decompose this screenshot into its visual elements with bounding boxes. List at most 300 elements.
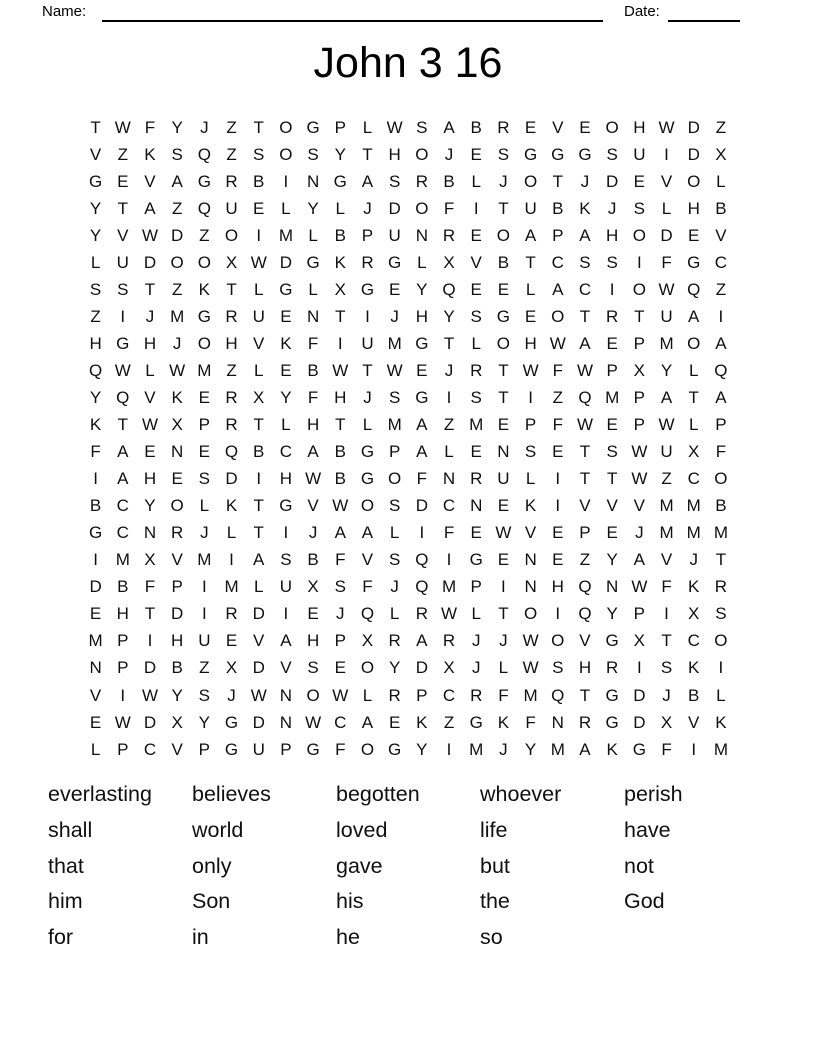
grid-letter: E xyxy=(688,225,700,245)
grid-letter: W xyxy=(114,360,131,380)
grid-letter: M xyxy=(387,333,402,353)
grid-letter: O xyxy=(415,198,429,218)
grid-letter: G xyxy=(605,631,619,651)
grid-letter: E xyxy=(552,523,564,543)
word-item: begotten xyxy=(336,782,420,807)
grid-letter: S xyxy=(497,144,510,164)
grid-letter: L xyxy=(389,604,400,624)
grid-letter: T xyxy=(579,685,591,705)
grid-letter: O xyxy=(687,333,701,353)
grid-letter: A xyxy=(579,333,591,353)
word-item: his xyxy=(336,889,364,914)
grid-letter: E xyxy=(470,144,482,164)
grid-letter: J xyxy=(499,631,508,651)
grid-letter: Y xyxy=(198,712,211,732)
grid-letter: A xyxy=(416,415,428,435)
grid-letter: L xyxy=(661,198,672,218)
grid-letter: B xyxy=(470,117,482,137)
grid-letter: X xyxy=(688,442,700,462)
grid-letter: O xyxy=(279,117,293,137)
grid-letter: T xyxy=(253,415,264,435)
grid-letter: F xyxy=(525,712,536,732)
grid-letter: N xyxy=(143,523,157,543)
grid-letter: W xyxy=(332,360,349,380)
grid-letter: P xyxy=(334,631,346,651)
grid-letter: X xyxy=(633,360,646,380)
grid-letter: W xyxy=(114,712,131,732)
word-item: life xyxy=(480,818,508,843)
grid-letter: E xyxy=(606,333,618,353)
grid-letter: U xyxy=(225,198,238,218)
grid-letter: W xyxy=(631,442,648,462)
grid-letter: O xyxy=(170,496,184,516)
grid-letter: X xyxy=(225,658,238,678)
grid-letter: U xyxy=(660,306,673,326)
grid-letter: M xyxy=(197,550,212,570)
grid-letter: Z xyxy=(171,198,183,218)
grid-letter: E xyxy=(497,279,510,299)
grid-letter: W xyxy=(658,415,675,435)
grid-letter: L xyxy=(281,415,291,435)
grid-letter: G xyxy=(632,739,646,759)
grid-letter: I xyxy=(609,279,615,299)
word-item: world xyxy=(192,818,244,843)
word-item: not xyxy=(624,853,654,878)
grid-letter: E xyxy=(416,360,428,380)
word-item: God xyxy=(624,889,665,914)
grid-letter: L xyxy=(362,415,373,435)
grid-letter: M xyxy=(441,577,457,597)
grid-letter: E xyxy=(280,306,292,326)
grid-letter: G xyxy=(605,685,619,705)
grid-letter: C xyxy=(116,523,129,543)
grid-letter: E xyxy=(497,415,510,435)
grid-letter: L xyxy=(471,333,481,353)
grid-letter: G xyxy=(469,712,483,732)
grid-letter: B xyxy=(443,171,455,191)
grid-letter: P xyxy=(552,225,564,245)
grid-letter: G xyxy=(687,252,701,272)
grid-letter: L xyxy=(226,523,237,543)
grid-letter: Z xyxy=(715,117,727,137)
grid-letter: B xyxy=(117,577,129,597)
grid-letter: C xyxy=(279,442,293,462)
grid-letter: G xyxy=(469,550,483,570)
grid-letter: H xyxy=(578,658,592,678)
grid-letter: V xyxy=(253,333,265,353)
grid-letter: T xyxy=(579,306,591,326)
grid-letter: X xyxy=(361,631,374,651)
grid-letter: A xyxy=(117,469,129,489)
grid-letter: F xyxy=(661,252,672,272)
grid-letter: F xyxy=(307,333,319,353)
grid-letter: G xyxy=(360,469,375,489)
grid-letter: R xyxy=(714,577,728,597)
word-item: only xyxy=(192,853,232,878)
grid-letter: S xyxy=(388,550,401,570)
grid-letter: L xyxy=(281,198,291,218)
grid-letter: A xyxy=(117,442,129,462)
grid-letter: S xyxy=(198,685,211,705)
grid-letter: M xyxy=(197,360,212,380)
grid-letter: Q xyxy=(360,604,375,624)
grid-letter: C xyxy=(116,496,129,516)
grid-letter: W xyxy=(522,360,539,380)
grid-letter: S xyxy=(388,171,401,191)
grid-letter: S xyxy=(280,550,292,570)
grid-letter: H xyxy=(306,415,320,435)
grid-letter: L xyxy=(90,252,101,272)
grid-letter: I xyxy=(446,550,452,570)
grid-letter: F xyxy=(307,387,319,407)
grid-letter: I xyxy=(636,252,642,272)
grid-letter: K xyxy=(606,739,618,759)
grid-letter: T xyxy=(253,523,264,543)
grid-letter: A xyxy=(307,442,319,462)
grid-letter: X xyxy=(334,279,346,299)
grid-letter: K xyxy=(688,658,700,678)
grid-letter: Y xyxy=(606,604,618,624)
grid-letter: K xyxy=(280,333,292,353)
grid-letter: T xyxy=(498,360,509,380)
grid-letter: A xyxy=(633,550,646,570)
grid-letter: E xyxy=(388,712,401,732)
grid-letter: A xyxy=(144,198,156,218)
grid-letter: R xyxy=(442,225,456,245)
grid-letter: R xyxy=(606,658,619,678)
grid-letter: A xyxy=(334,523,346,543)
grid-letter: Q xyxy=(88,360,103,380)
grid-letter: P xyxy=(198,415,211,435)
grid-letter: G xyxy=(523,144,538,164)
grid-letter: I xyxy=(664,144,669,164)
grid-letter: D xyxy=(143,658,157,678)
grid-letter: A xyxy=(361,171,374,191)
grid-letter: C xyxy=(143,739,157,759)
grid-letter: J xyxy=(308,523,318,543)
grid-letter: L xyxy=(444,442,454,462)
grid-letter: R xyxy=(497,117,510,137)
grid-letter: M xyxy=(686,523,701,543)
grid-letter: F xyxy=(498,685,509,705)
grid-letter: L xyxy=(253,577,264,597)
grid-letter: S xyxy=(606,442,618,462)
grid-letter: S xyxy=(307,144,319,164)
grid-letter: W xyxy=(332,496,349,516)
grid-letter: N xyxy=(606,577,619,597)
grid-letter: U xyxy=(388,225,401,245)
grid-letter: D xyxy=(252,712,265,732)
grid-letter: J xyxy=(145,306,155,326)
grid-letter: V xyxy=(470,252,482,272)
word-item: but xyxy=(480,853,510,878)
grid-letter: A xyxy=(688,306,700,326)
grid-letter: P xyxy=(524,415,537,435)
grid-letter: X xyxy=(715,144,727,164)
grid-letter: S xyxy=(470,306,482,326)
grid-letter: E xyxy=(307,604,319,624)
grid-letter: W xyxy=(658,117,675,137)
grid-letter: M xyxy=(115,550,130,570)
word-item: whoever xyxy=(480,782,562,807)
grid-letter: Y xyxy=(334,144,346,164)
grid-letter: G xyxy=(605,712,619,732)
word-item: gave xyxy=(336,853,383,878)
grid-letter: V xyxy=(307,496,319,516)
grid-letter: B xyxy=(253,171,265,191)
grid-letter: I xyxy=(283,171,289,191)
grid-letter: V xyxy=(361,550,374,570)
grid-letter: Z xyxy=(199,225,210,245)
grid-letter: S xyxy=(524,442,537,462)
grid-letter: A xyxy=(280,631,292,651)
grid-letter: H xyxy=(633,117,646,137)
grid-letter: J xyxy=(200,117,209,137)
grid-letter: J xyxy=(471,658,481,678)
grid-letter: B xyxy=(171,658,183,678)
grid-letter: I xyxy=(691,739,697,759)
grid-letter: J xyxy=(607,198,617,218)
grid-letter: L xyxy=(199,496,210,516)
grid-letter: P xyxy=(334,117,346,137)
grid-letter: F xyxy=(144,577,156,597)
word-item: shall xyxy=(48,818,93,843)
word-item: perish xyxy=(624,782,683,807)
grid-letter: P xyxy=(117,739,129,759)
grid-letter: I xyxy=(555,469,561,489)
grid-letter: P xyxy=(633,604,646,624)
grid-letter: G xyxy=(197,306,211,326)
grid-letter: J xyxy=(363,198,372,218)
grid-letter: F xyxy=(335,550,346,570)
grid-letter: F xyxy=(362,577,373,597)
grid-letter: T xyxy=(688,387,699,407)
grid-letter: P xyxy=(579,523,591,543)
grid-letter: I xyxy=(365,306,370,326)
grid-letter: S xyxy=(307,658,319,678)
grid-letter: K xyxy=(225,496,238,516)
grid-letter: A xyxy=(579,225,591,245)
grid-letter: T xyxy=(117,198,128,218)
grid-letter: Y xyxy=(660,360,673,380)
grid-letter: B xyxy=(307,360,319,380)
grid-letter: L xyxy=(362,685,373,705)
grid-letter: J xyxy=(363,387,372,407)
grid-letter: G xyxy=(224,712,239,732)
grid-letter: L xyxy=(362,117,373,137)
grid-letter: C xyxy=(551,252,564,272)
grid-letter: L xyxy=(525,279,536,299)
grid-letter: Q xyxy=(714,360,728,380)
grid-letter: T xyxy=(226,279,237,299)
grid-letter: S xyxy=(660,658,673,678)
grid-letter: B xyxy=(334,469,346,489)
grid-letter: R xyxy=(388,631,401,651)
grid-letter: M xyxy=(387,415,402,435)
grid-letter: U xyxy=(252,739,265,759)
grid-letter: D xyxy=(279,252,293,272)
grid-letter: S xyxy=(715,604,727,624)
grid-letter: P xyxy=(633,333,646,353)
grid-letter: L xyxy=(308,225,318,245)
grid-letter: T xyxy=(443,333,455,353)
grid-letter: L xyxy=(688,360,699,380)
grid-letter: I xyxy=(256,469,262,489)
grid-letter: P xyxy=(715,415,727,435)
word-item: believes xyxy=(192,782,271,807)
grid-letter: E xyxy=(470,225,482,245)
grid-letter: I xyxy=(718,306,724,326)
grid-letter: P xyxy=(606,360,618,380)
grid-letter: Q xyxy=(224,442,239,462)
name-fill-line[interactable] xyxy=(102,20,603,22)
grid-letter: I xyxy=(636,658,642,678)
grid-letter: D xyxy=(252,658,265,678)
grid-letter: C xyxy=(687,631,700,651)
grid-letter: T xyxy=(253,496,264,516)
grid-letter: E xyxy=(388,279,401,299)
grid-letter: Z xyxy=(199,658,210,678)
grid-letter: F xyxy=(416,469,428,489)
grid-letter: I xyxy=(120,306,126,326)
grid-letter: X xyxy=(443,658,455,678)
grid-letter: K xyxy=(89,415,102,435)
grid-letter: B xyxy=(688,685,700,705)
grid-letter: N xyxy=(89,658,102,678)
grid-letter: M xyxy=(659,496,674,516)
grid-letter: X xyxy=(171,712,183,732)
grid-letter: D xyxy=(415,496,428,516)
grid-letter: D xyxy=(633,685,646,705)
grid-letter: J xyxy=(471,631,481,651)
grid-letter: M xyxy=(523,685,538,705)
grid-letter: E xyxy=(198,442,211,462)
grid-letter: M xyxy=(605,387,620,407)
grid-letter: S xyxy=(388,496,401,516)
grid-letter: K xyxy=(416,712,428,732)
grid-letter: L xyxy=(716,171,726,191)
grid-letter: Y xyxy=(307,198,319,218)
grid-letter: K xyxy=(171,387,183,407)
word-list xyxy=(48,777,768,955)
grid-letter: N xyxy=(524,550,537,570)
grid-letter: M xyxy=(550,739,565,759)
grid-letter: N xyxy=(279,712,293,732)
grid-letter: J xyxy=(662,685,671,705)
grid-letter: Z xyxy=(226,144,237,164)
grid-letter: H xyxy=(551,577,564,597)
grid-letter: K xyxy=(688,577,700,597)
grid-letter: E xyxy=(552,550,564,570)
grid-letter: C xyxy=(334,712,347,732)
grid-letter: O xyxy=(714,469,728,489)
grid-letter: H xyxy=(687,198,700,218)
grid-letter: N xyxy=(306,306,320,326)
grid-letter: F xyxy=(335,739,346,759)
word-item: he xyxy=(336,925,360,950)
grid-letter: D xyxy=(415,658,428,678)
grid-letter: A xyxy=(416,631,428,651)
grid-letter: T xyxy=(634,306,645,326)
grid-letter: M xyxy=(713,739,728,759)
grid-letter: A xyxy=(171,171,183,191)
grid-letter: P xyxy=(171,577,183,597)
grid-letter: S xyxy=(416,117,428,137)
grid-letter: X xyxy=(307,577,319,597)
grid-letter: O xyxy=(279,144,293,164)
grid-letter: L xyxy=(253,279,264,299)
grid-letter: I xyxy=(419,523,425,543)
grid-letter: O xyxy=(523,604,538,624)
grid-letter: S xyxy=(633,198,646,218)
grid-letter: R xyxy=(415,171,428,191)
grid-letter: E xyxy=(633,171,646,191)
grid-letter: O xyxy=(496,333,511,353)
grid-letter: U xyxy=(279,577,293,597)
grid-letter: Y xyxy=(171,685,183,705)
grid-letter: W xyxy=(141,225,158,245)
grid-letter: H xyxy=(606,225,619,245)
grid-letter: J xyxy=(336,604,345,624)
grid-letter: G xyxy=(551,144,565,164)
grid-letter: P xyxy=(388,442,401,462)
grid-letter: V xyxy=(660,171,673,191)
grid-letter: O xyxy=(551,306,565,326)
grid-letter: L xyxy=(498,658,509,678)
grid-letter: V xyxy=(89,685,102,705)
grid-letter: O xyxy=(551,631,565,651)
grid-letter: Y xyxy=(89,198,102,218)
grid-letter: Z xyxy=(226,360,237,380)
grid-letter: T xyxy=(362,144,373,164)
grid-letter: L xyxy=(688,415,699,435)
grid-letter: J xyxy=(172,333,182,353)
grid-letter: E xyxy=(144,442,156,462)
grid-letter: M xyxy=(170,306,185,326)
grid-letter: W xyxy=(250,685,267,705)
grid-letter: S xyxy=(606,144,618,164)
grid-letter: A xyxy=(552,279,564,299)
grid-letter: W xyxy=(332,685,349,705)
grid-letter: U xyxy=(116,252,129,272)
grid-letter: T xyxy=(335,415,346,435)
date-fill-line[interactable] xyxy=(668,20,740,22)
grid-letter: E xyxy=(552,442,564,462)
grid-letter: O xyxy=(360,739,375,759)
grid-letter: T xyxy=(90,117,101,137)
grid-letter: A xyxy=(715,387,727,407)
word-item: in xyxy=(192,925,209,950)
grid-letter: O xyxy=(388,469,402,489)
grid-letter: G xyxy=(360,442,375,462)
grid-letter: K xyxy=(144,144,156,164)
grid-letter: T xyxy=(525,252,536,272)
grid-letter: Y xyxy=(443,306,455,326)
grid-letter: T xyxy=(606,469,618,489)
grid-letter: H xyxy=(279,469,293,489)
grid-letter: Y xyxy=(89,387,102,407)
grid-letter: M xyxy=(224,577,239,597)
grid-letter: Q xyxy=(442,279,456,299)
grid-letter: M xyxy=(659,333,674,353)
grid-letter: E xyxy=(89,712,102,732)
grid-letter: G xyxy=(279,279,293,299)
grid-letter: L xyxy=(253,360,264,380)
grid-letter: Z xyxy=(715,279,727,299)
grid-letter: F xyxy=(144,117,156,137)
grid-letter: I xyxy=(256,225,262,245)
grid-letter: O xyxy=(523,171,538,191)
